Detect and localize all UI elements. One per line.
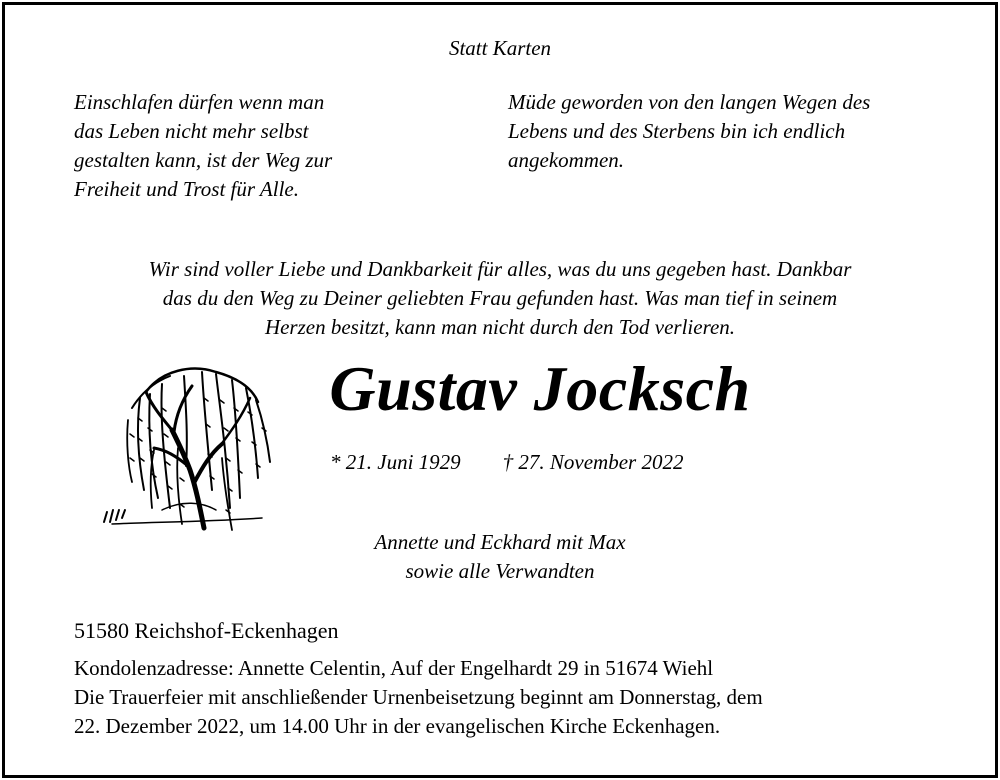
death-date: † 27. November 2022 [502, 450, 684, 474]
gratitude-line: das du den Weg zu Deiner geliebten Frau gefunden hast. Was man tief in seinem [162, 286, 838, 310]
statt-karten-heading: Statt Karten [448, 36, 552, 60]
weeping-willow-icon [92, 358, 282, 540]
poem-left-line: Einschlafen dürfen wenn man [74, 90, 325, 114]
poem-left-line: Freiheit und Trost für Alle. [74, 177, 299, 201]
poem-right-line: Lebens und des Sterbens bin ich endlich [508, 119, 846, 143]
poem-right-line: Müde geworden von den langen Wegen des [508, 90, 871, 114]
mourners-line: sowie alle Verwandten [405, 559, 595, 583]
poem-right-line: angekommen. [508, 148, 625, 172]
poem-left-line: gestalten kann, ist der Weg zur [74, 148, 333, 172]
birth-date: * 21. Juni 1929 [330, 450, 461, 474]
residence-address: 51580 Reichshof-Eckenhagen [74, 618, 339, 643]
deceased-name: Gustav Jocksch [329, 353, 751, 424]
poem-right [508, 88, 968, 175]
mourners-line: Annette und Eckhard mit Max [374, 530, 626, 554]
funeral-info-line: 22. Dezember 2022, um 14.00 Uhr in der evangelischen Kirche Eckenhagen. [74, 714, 721, 738]
condolence-address: Kondolenzadresse: Annette Celentin, Auf der Engelhardt 29 in 51674 Wiehl [74, 656, 714, 680]
gratitude-text [60, 255, 940, 342]
poem-left-line: das Leben nicht mehr selbst [74, 119, 309, 143]
gratitude-line: Herzen besitzt, kann man nicht durch den Tod verlieren. [264, 315, 736, 339]
gratitude-line: Wir sind voller Liebe und Dankbarkeit für alles, was du uns gegeben hast. Dankbar [148, 257, 852, 281]
funeral-info-line: Die Trauerfeier mit anschließender Urnenbeisetzung beginnt am Donnerstag, dem [74, 685, 763, 709]
poem-left [74, 88, 454, 204]
mourners [0, 528, 1000, 586]
life-dates [330, 450, 683, 475]
funeral-info [74, 654, 954, 741]
